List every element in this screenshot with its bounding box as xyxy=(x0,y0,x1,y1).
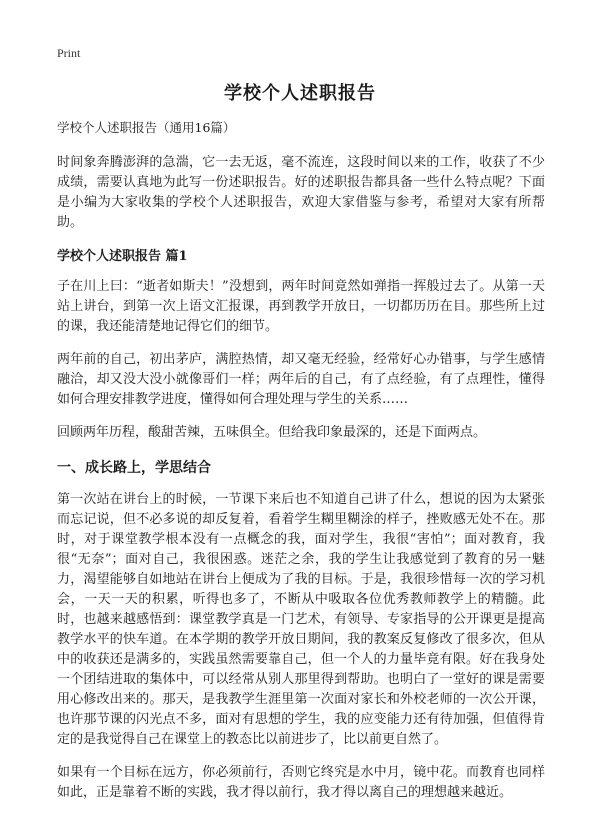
paragraph-1: 子在川上曰：“逝者如斯夫！”没想到，两年时间竟然如弹指一挥般过去了。从第一天站上讲台，到第一次上语文汇报课，再到教学开放日，一切都历历在目。那些所上过的课，我还能清楚地记得它们的细节。 xyxy=(57,279,545,334)
section-title: 学校个人述职报告 篇1 xyxy=(57,249,188,264)
body-paragraph-1: 第一次站在讲台上的时候，一节课下来后也不知道自己讲了什么，想说的因为太紧张而忘记说，但不必多说的却反复着，看着学生糊里糊涂的样子，挫败感无处不在。那时，对于课堂教学根本没有一点概念的我，面对学生，我很“害怕”；面对教育，我很“无奈”；面对自己，我很困惑。迷茫之余，我的学生让我感觉到了教育的另一魅力，渴望能够自如地站在讲台上便成为了我的目标。于是，我很珍惜每一次的学习机会，一天一天的积累，听得也多了，不断从中吸取各位优秀教师教学上的精髓。此时，也越来越感悟到：课堂教学真是一门艺术，有领导、专家指导的公开课更是提高教学水平的快车道。在本学期的教学开放日期间，我的教案反复修改了很多次，但从中的收获还是满多的，实践虽然需要靠自己，但一个人的力量毕竟有限。好在我身处一个团结进取的集体中，可以经常从别人那里得到帮助。也明白了一堂好的课是需要用心修改出来的。那天，是我教学生涯里第一次面对家长和外校老师的一次公开课，也许那节课的闪光点不多，面对有思想的学生，我的应变能力还有待加强，但值得肯定的是我觉得自己在课堂上的教态比以前进步了，比以前更自然了。 xyxy=(57,492,545,747)
document-subtitle: 学校个人述职报告（通用16篇） xyxy=(57,120,236,135)
document-body xyxy=(57,118,545,803)
intro-paragraph: 时间象奔腾澎湃的急湍，它一去无返，毫不流连，这段时间以来的工作，收获了不少成绩，需要认真地为此写一份述职报告。好的述职报告都具备一些什么特点呢？下面是小编为大家收集的学校个人述职报告，欢迎大家借鉴与参考，希望对大家有所帮助。 xyxy=(57,155,545,230)
heading-growth: 一、成长路上，学思结合 xyxy=(57,460,211,476)
document-title: 学校个人述职报告 xyxy=(224,83,376,104)
paragraph-2: 两年前的自己，初出茅庐，满腔热情，却又毫无经验，经常好心办错事，与学生感情融洽，却又没大没小就像哥们一样；两年后的自己，有了点经验，有了点理性，懂得如何合理安排教学进度，懂得如何合理处理与学生的关系…… xyxy=(57,352,545,407)
print-link[interactable]: Print xyxy=(57,46,81,60)
body-paragraph-2: 如果有一个目标在远方，你必须前行，否则它终究是水中月，镜中花。而教育也同样如此，正是靠着不断的实践，我才得以前行，我才得以离自己的理想越来越近。 xyxy=(57,765,545,800)
paragraph-3: 回顾两年历程，酸甜苦辣，五味俱全。但给我印象最深的，还是下面两点。 xyxy=(57,425,487,440)
